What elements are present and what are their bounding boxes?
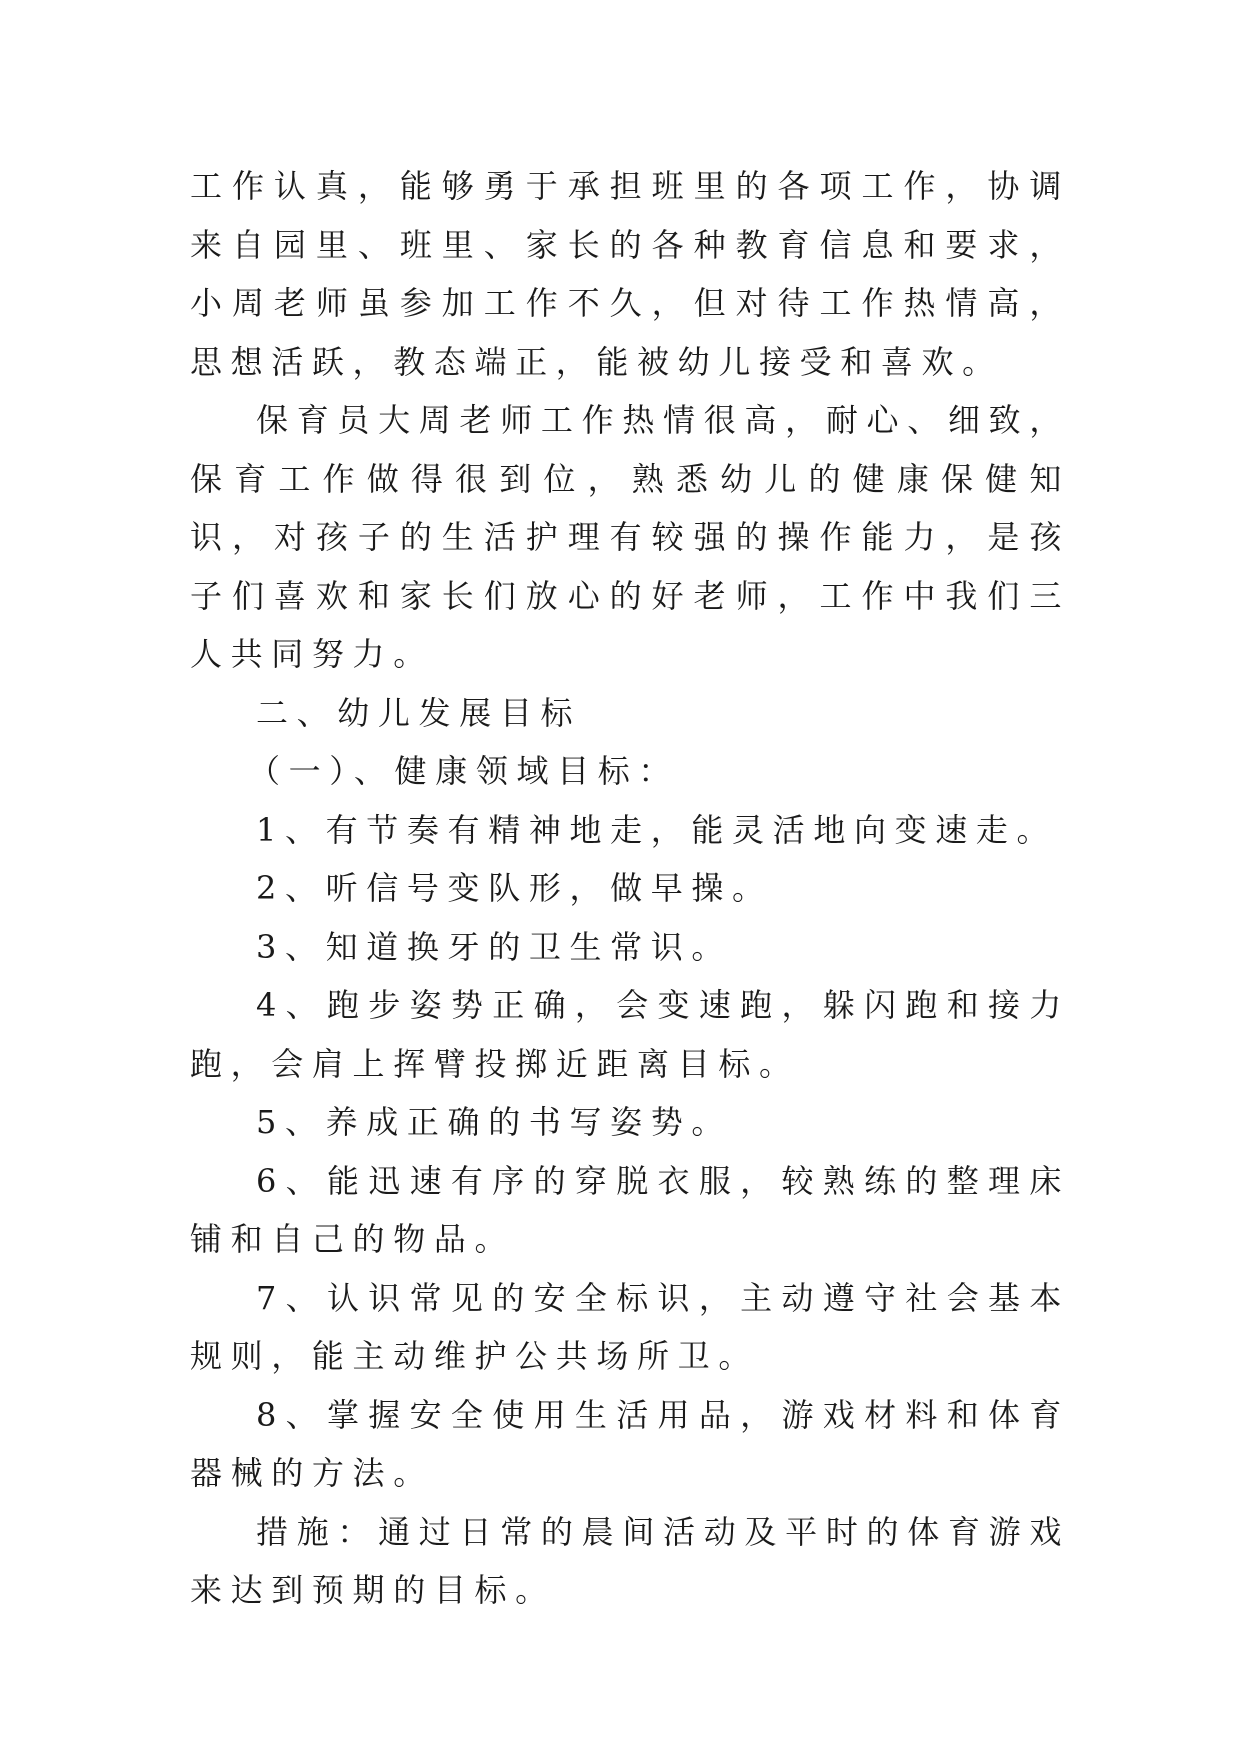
list-item-goal-6: 6、能迅速有序的穿脱衣服，较熟练的整理床铺和自己的物品。 [190, 1161, 1070, 1258]
list-item-goal-7: 7、认识常见的安全标识，主动遵守社会基本规则，能主动维护公共场所卫。 [190, 1278, 1070, 1375]
list-item-goal-3: 3、知道换牙的卫生常识。 [256, 927, 733, 966]
paragraph-staff-intro: 工作认真，能够勇于承担班里的各项工作，协调来自园里、班里、家长的各种教育信息和要求，小周老师虽参加工作不久，但对待工作热情高，思想活跃，教态端正，能被幼儿接受和喜欢。 [190, 167, 1070, 381]
paragraph-measures: 措施：通过日常的晨间活动及平时的体育游戏来达到预期的目标。 [190, 1512, 1070, 1609]
list-item-goal-8: 8、掌握安全使用生活用品，游戏材料和体育器械的方法。 [190, 1395, 1070, 1492]
document-body [190, 157, 1070, 1620]
paragraph-caregiver: 保育员大周老师工作热情很高，耐心、细致，保育工作做得很到位，熟悉幼儿的健康保健知识，对孩子的生活护理有较强的操作能力，是孩子们喜欢和家长们放心的好老师，工作中我们三人共同努力。 [190, 401, 1070, 673]
section-heading-goals: 二、幼儿发展目标 [256, 693, 582, 732]
list-item-goal-5: 5、养成正确的书写姿势。 [256, 1103, 733, 1141]
list-item-goal-2: 2、听信号变队形，做早操。 [256, 869, 773, 907]
list-item-goal-1: 1、有节奏有精神地走，能灵活地向变速走。 [256, 810, 1058, 849]
subsection-heading-health: （一）、健康领域目标： [248, 752, 680, 790]
list-item-goal-4: 4、跑步姿势正确，会变速跑，躲闪跑和接力跑，会肩上挥臂投掷近距离目标。 [190, 986, 1070, 1083]
